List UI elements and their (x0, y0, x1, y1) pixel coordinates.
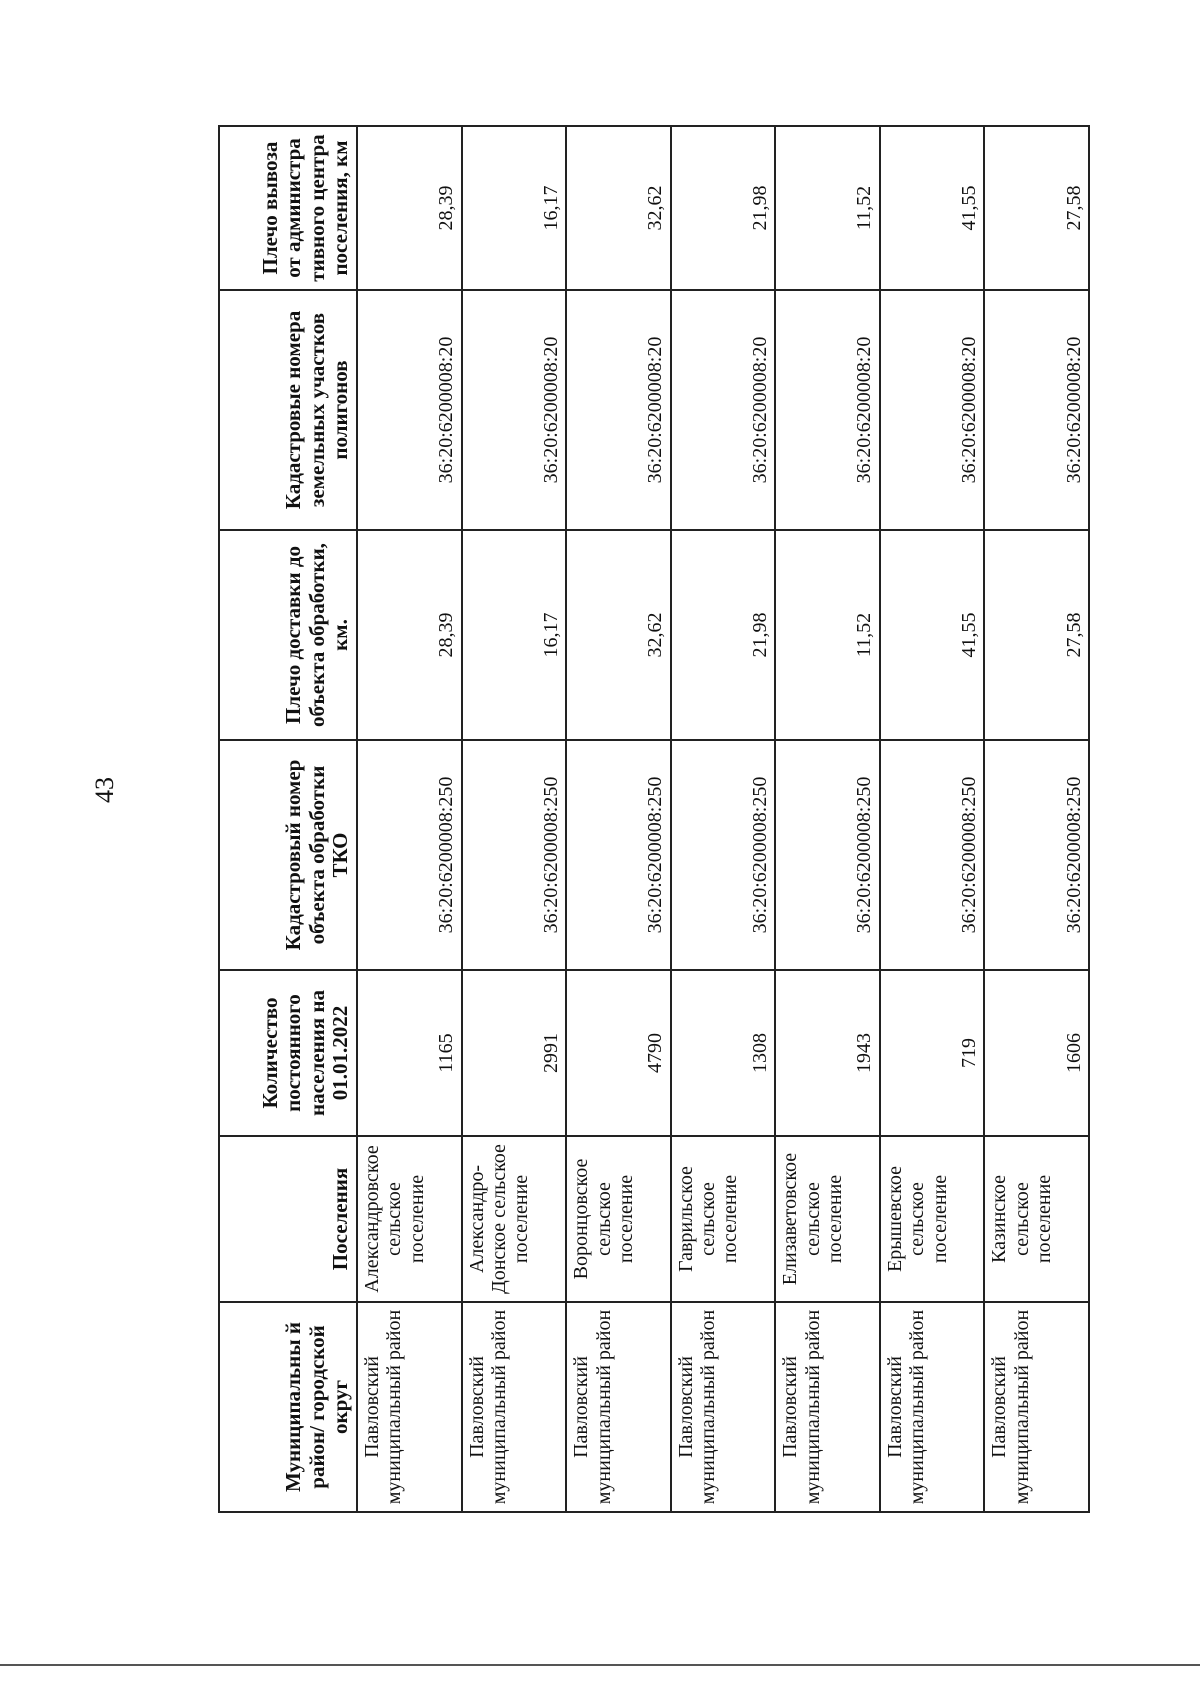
cell-landfill-cadastral: 36:20:6200008:20 (357, 290, 462, 530)
cell-processing-cadastral: 36:20:6200008:250 (671, 740, 776, 970)
cell-population: 1165 (357, 970, 462, 1136)
header-processing-cadastral-number: Кадастровый номер объекта обработки ТКО (219, 740, 357, 970)
header-settlement: Поселения (219, 1136, 357, 1302)
cell-removal-distance: 16,17 (462, 126, 567, 290)
cell-delivery-distance: 32,62 (566, 530, 671, 740)
table-row (671, 126, 776, 1512)
cell-delivery-distance: 11,52 (775, 530, 880, 740)
cell-settlement: Ерышевское сельское поселение (880, 1136, 985, 1302)
cell-district: Павловский муниципальный район (566, 1302, 671, 1512)
cell-processing-cadastral: 36:20:6200008:250 (775, 740, 880, 970)
cell-landfill-cadastral: 36:20:6200008:20 (671, 290, 776, 530)
table-row (775, 126, 880, 1512)
cell-delivery-distance: 27,58 (984, 530, 1089, 740)
cell-processing-cadastral: 36:20:6200008:250 (880, 740, 985, 970)
header-removal-distance: Плечо вывоза от администра тивного центра поселения, км (219, 126, 357, 290)
cell-district: Павловский муниципальный район (462, 1302, 567, 1512)
table-row (566, 126, 671, 1512)
cell-population: 719 (880, 970, 985, 1136)
cell-settlement: Воронцовское сельское поселение (566, 1136, 671, 1302)
cell-population: 1308 (671, 970, 776, 1136)
cell-population: 1606 (984, 970, 1089, 1136)
cell-removal-distance: 41,55 (880, 126, 985, 290)
header-municipal-district: Муниципальны й район/ городской округ (219, 1302, 357, 1512)
cell-settlement: Казинское сельское поселение (984, 1136, 1089, 1302)
cell-removal-distance: 11,52 (775, 126, 880, 290)
cell-population: 2991 (462, 970, 567, 1136)
cell-processing-cadastral: 36:20:6200008:250 (566, 740, 671, 970)
rotated-table-frame (218, 127, 1090, 1513)
cell-settlement: Александровское сельское поселение (357, 1136, 462, 1302)
cell-landfill-cadastral: 36:20:6200008:20 (566, 290, 671, 530)
cell-landfill-cadastral: 36:20:6200008:20 (462, 290, 567, 530)
cell-population: 4790 (566, 970, 671, 1136)
header-delivery-distance: Плечо доставки до объекта обработки, км. (219, 530, 357, 740)
cell-processing-cadastral: 36:20:6200008:250 (984, 740, 1089, 970)
cell-delivery-distance: 41,55 (880, 530, 985, 740)
cell-district: Павловский муниципальный район (671, 1302, 776, 1512)
cell-district: Павловский муниципальный район (775, 1302, 880, 1512)
cell-processing-cadastral: 36:20:6200008:250 (462, 740, 567, 970)
cell-removal-distance: 28,39 (357, 126, 462, 290)
table-row (984, 126, 1089, 1512)
cell-removal-distance: 21,98 (671, 126, 776, 290)
cell-landfill-cadastral: 36:20:6200008:20 (880, 290, 985, 530)
cell-landfill-cadastral: 36:20:6200008:20 (775, 290, 880, 530)
cell-delivery-distance: 16,17 (462, 530, 567, 740)
table-row (880, 126, 985, 1512)
table-row (357, 126, 462, 1512)
header-population: Количество постоянного населения на 01.01.2022 (219, 970, 357, 1136)
cell-landfill-cadastral: 36:20:6200008:20 (984, 290, 1089, 530)
cell-settlement: Александро-Донское сельское поселение (462, 1136, 567, 1302)
cell-processing-cadastral: 36:20:6200008:250 (357, 740, 462, 970)
table-container (218, 127, 1090, 1513)
cell-removal-distance: 32,62 (566, 126, 671, 290)
waste-transport-table (218, 125, 1090, 1513)
cell-delivery-distance: 21,98 (671, 530, 776, 740)
footer-rule (0, 1664, 1200, 1666)
header-landfill-cadastral-numbers: Кадастровые номера земельных участков полигонов (219, 290, 357, 530)
cell-district: Павловский муниципальный район (357, 1302, 462, 1512)
cell-settlement: Гаврильское сельское поселение (671, 1136, 776, 1302)
table-row (462, 126, 567, 1512)
table-header-row (219, 126, 357, 1512)
cell-population: 1943 (775, 970, 880, 1136)
cell-removal-distance: 27,58 (984, 126, 1089, 290)
cell-settlement: Елизаветовское сельское поселение (775, 1136, 880, 1302)
page-number: 43 (90, 777, 119, 803)
cell-delivery-distance: 28,39 (357, 530, 462, 740)
cell-district: Павловский муниципальный район (984, 1302, 1089, 1512)
cell-district: Павловский муниципальный район (880, 1302, 985, 1512)
